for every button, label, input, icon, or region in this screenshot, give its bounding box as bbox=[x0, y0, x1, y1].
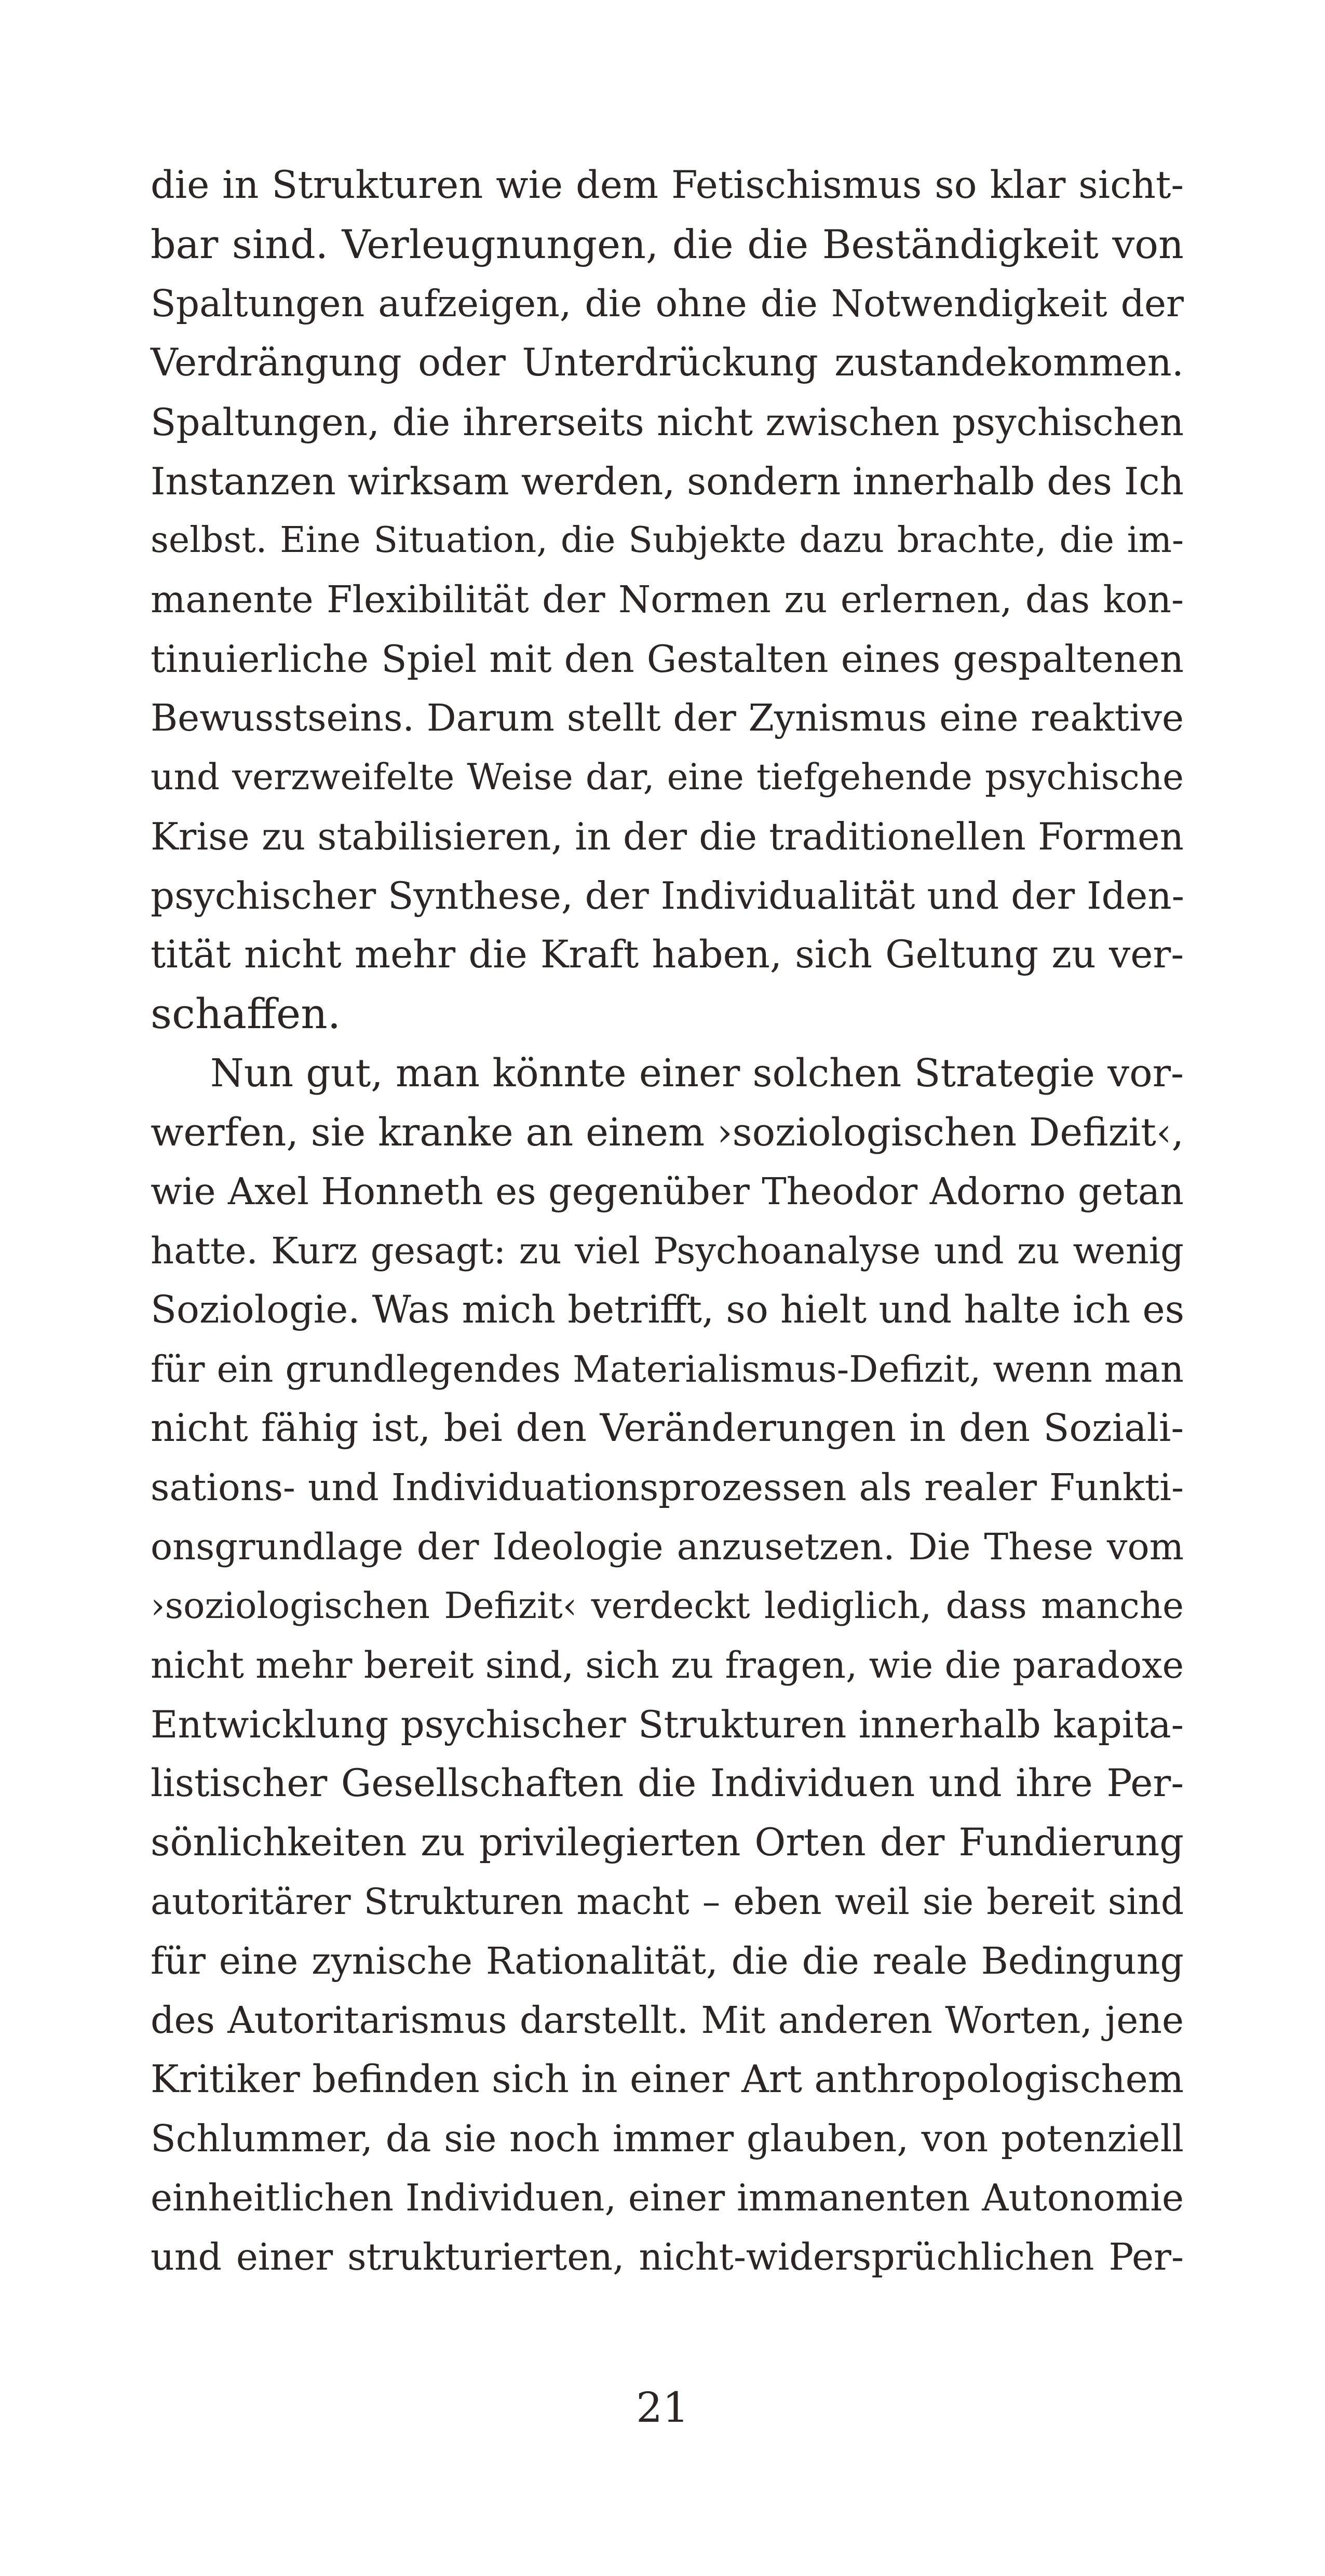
text-line: für ein grundlegendes Materialismus-Defizit, wenn man bbox=[151, 1348, 1184, 1391]
text-line: psychischer Synthese, der Individualität und der Iden- bbox=[151, 874, 1184, 918]
text-line: Spaltungen aufzeigen, die ohne die Notwendigkeit der bbox=[151, 282, 1184, 325]
text-line: nicht fähig ist, bei den Veränderungen in den Soziali- bbox=[151, 1406, 1184, 1450]
text-line: sönlichkeiten zu privilegierten Orten der Fundierung bbox=[151, 1820, 1184, 1865]
text-line: Soziologie. Was mich betrifft, so hielt und halte ich es bbox=[151, 1288, 1185, 1332]
text-line: autoritärer Strukturen macht – eben weil sie bereit sind bbox=[151, 1881, 1184, 1923]
text-line: die in Strukturen wie dem Fetischismus so klar sicht- bbox=[151, 163, 1184, 207]
text-line: Entwicklung psychischer Strukturen innerhalb kapita- bbox=[151, 1703, 1184, 1746]
text-line: werfen, sie kranke an einem ›soziologischen Defizit‹, bbox=[151, 1110, 1184, 1155]
text-line: des Autoritarismus darstellt. Mit anderen Worten, jene bbox=[151, 1999, 1184, 2042]
text-line: einheitlichen Individuen, einer immanenten Autonomie bbox=[151, 2176, 1184, 2219]
text-line: sations- und Individuationsprozessen als realer Funkti- bbox=[151, 1466, 1184, 1509]
paragraph-start-line: Nun gut, man könnte einer solchen Strategie vor- bbox=[210, 1051, 1184, 1096]
text-line: Bewusstseins. Darum stellt der Zynismus eine reaktive bbox=[151, 696, 1184, 739]
text-line: wie Axel Honneth es gegenüber Theodor Adorno getan bbox=[151, 1170, 1184, 1213]
text-line: hatte. Kurz gesagt: zu viel Psychoanalyse und zu wenig bbox=[151, 1230, 1184, 1272]
page-number: 21 bbox=[636, 2383, 689, 2432]
text-line: Kritiker befinden sich in einer Art anthropologischem bbox=[151, 2057, 1184, 2101]
text-line: schaffen. bbox=[151, 990, 341, 1038]
text-line: Verdrängung oder Unterdrückung zustandekommen. bbox=[151, 341, 1184, 385]
text-line: selbst. Eine Situation, die Subjekte dazu brachte, die im- bbox=[151, 520, 1184, 561]
text-line: bar sind. Verleugnungen, die die Beständigkeit von bbox=[151, 221, 1184, 267]
text-line: für eine zynische Rationalität, die die reale Bedingung bbox=[151, 1939, 1184, 1982]
text-line: Schlummer, da sie noch immer glauben, von potenziell bbox=[151, 2117, 1184, 2160]
text-line: Krise zu stabilisieren, in der die traditionellen Formen bbox=[151, 815, 1184, 858]
text-line: und einer strukturierten, nicht-widersprüchlichen Per- bbox=[151, 2235, 1184, 2278]
text-line: listischer Gesellschaften die Individuen und ihre Per- bbox=[151, 1761, 1184, 1805]
text-line: Spaltungen, die ihrerseits nicht zwischen psychischen bbox=[151, 400, 1184, 444]
text-line: nicht mehr bereit sind, sich zu fragen, wie die paradoxe bbox=[151, 1644, 1184, 1687]
text-line: onsgrundlage der Ideologie anzusetzen. Die These vom bbox=[151, 1526, 1184, 1568]
text-line: manente Flexibilität der Normen zu erlernen, das kon- bbox=[151, 578, 1184, 621]
text-line: ›soziologischen Defizit‹ verdeckt lediglich, dass manche bbox=[151, 1585, 1184, 1627]
text-line: tinuierliche Spiel mit den Gestalten eines gespaltenen bbox=[151, 637, 1184, 681]
text-line: und verzweifelte Weise dar, eine tiefgehende psychische bbox=[151, 757, 1184, 798]
body-text bbox=[151, 156, 1184, 2287]
text-line: Instanzen wirksam werden, sondern innerhalb des Ich bbox=[151, 460, 1184, 503]
text-line: tität nicht mehr die Kraft haben, sich Geltung zu ver- bbox=[151, 933, 1184, 977]
